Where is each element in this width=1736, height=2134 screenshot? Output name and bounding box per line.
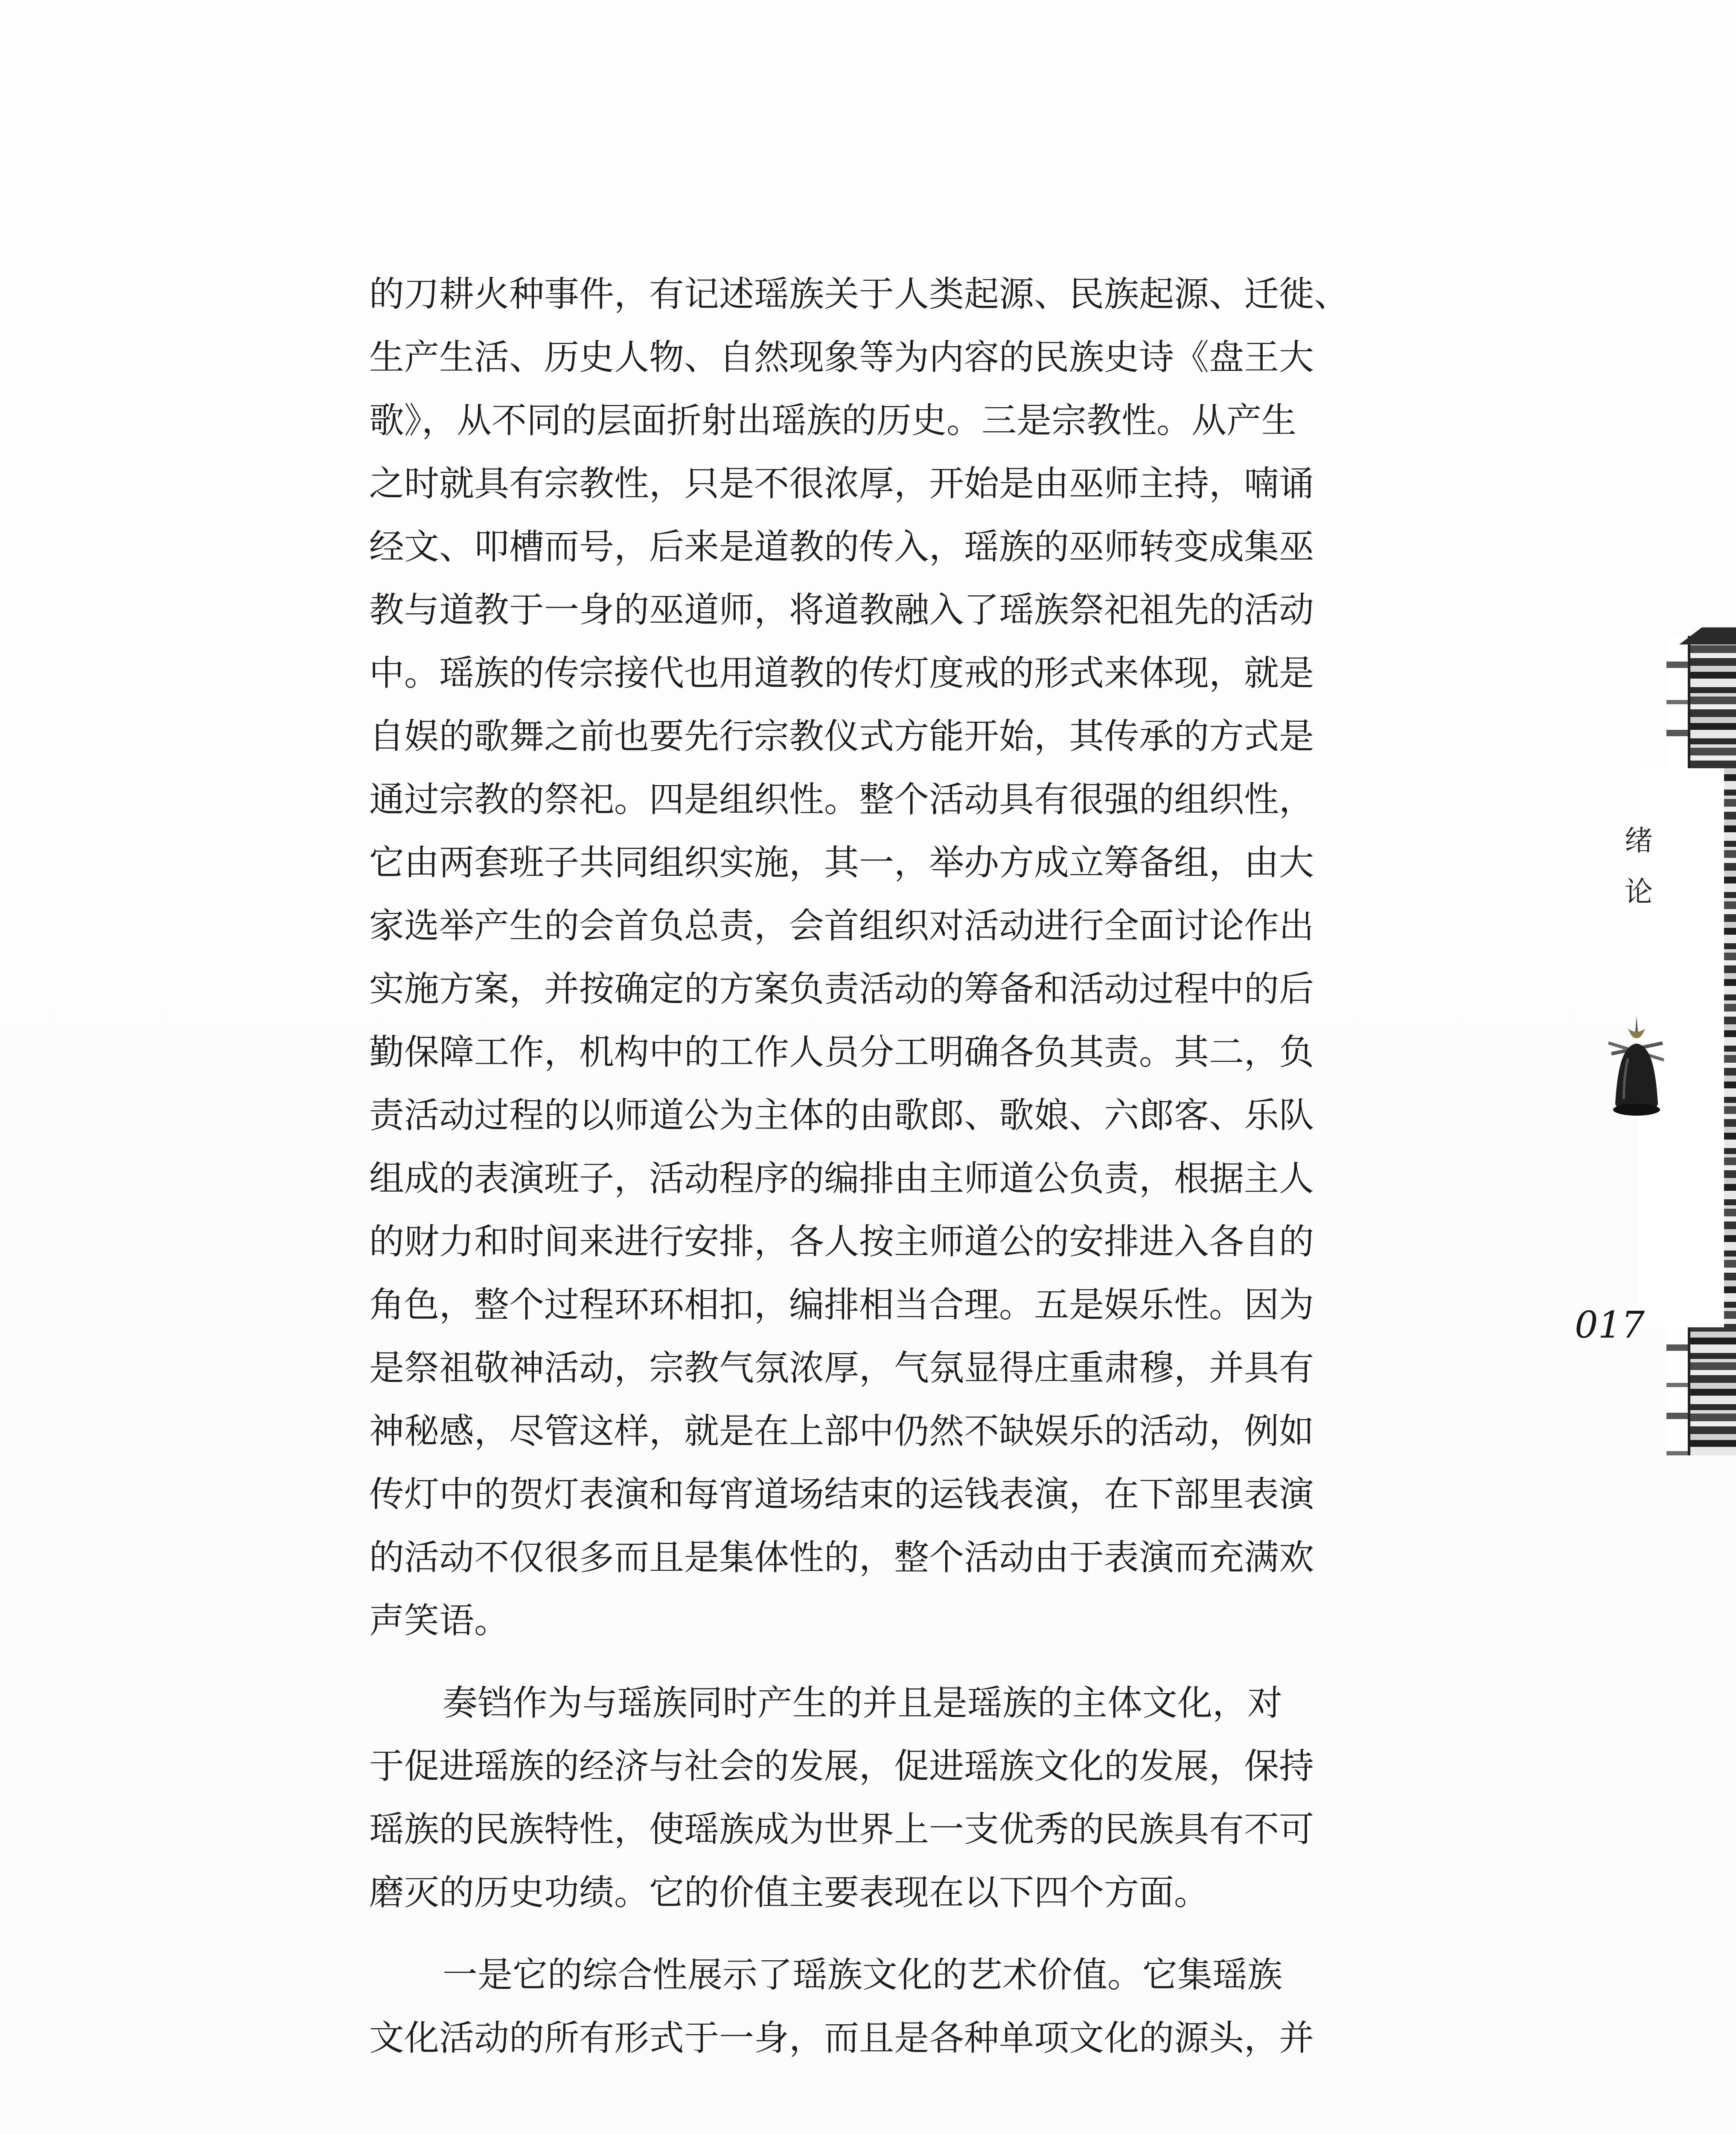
text-line: 奏铛作为与瑶族同时产生的并且是瑶族的主体文化，对 bbox=[443, 1683, 1283, 1723]
text-line: 于促进瑶族的经济与社会的发展，促进瑶族文化的发展，保持 bbox=[369, 1746, 1314, 1787]
body-text bbox=[369, 273, 1349, 2080]
paragraph-2 bbox=[369, 1682, 1336, 1935]
text-line: 通过宗教的祭祀。四是组织性。整个活动具有很强的组织性， bbox=[369, 779, 1314, 820]
text-line: 声笑语。 bbox=[369, 1600, 510, 1641]
text-line: 组成的表演班子，活动程序的编排由主师道公负责，根据主人 bbox=[369, 1158, 1314, 1199]
section-title bbox=[1615, 815, 1662, 918]
paragraph-3 bbox=[369, 1954, 1336, 2080]
text-line: 教与道教于一身的巫道师，将道教融入了瑶族祭祀祖先的活动 bbox=[369, 590, 1314, 630]
text-line: 歌》，从不同的层面折射出瑶族的历史。三是宗教性。从产生 bbox=[369, 400, 1297, 441]
text-line: 角色，整个过程环环相扣，编排相当合理。五是娱乐性。因为 bbox=[369, 1285, 1314, 1325]
text-line: 的活动不仅很多而且是集体性的，整个活动由于表演而充满欢 bbox=[369, 1537, 1314, 1578]
text-line: 的刀耕火种事件，有记述瑶族关于人类起源、民族起源、迁徙、 bbox=[369, 274, 1349, 315]
text-line: 磨灭的历史功绩。它的价值主要表现在以下四个方面。 bbox=[369, 1872, 1209, 1913]
text-line: 文化活动的所有形式于一身，而且是各种单项文化的源头，并 bbox=[369, 2018, 1314, 2058]
text-line: 实施方案，并按确定的方案负责活动的筹备和活动过程中的后 bbox=[369, 969, 1314, 1009]
text-line: 一是它的综合性展示了瑶族文化的艺术价值。它集瑶族 bbox=[443, 1955, 1283, 1995]
text-line: 责活动过程的以师道公为主体的由歌郎、歌娘、六郎客、乐队 bbox=[369, 1095, 1314, 1136]
page-number: 017 bbox=[1575, 1304, 1645, 1347]
text-line: 传灯中的贺灯表演和每宵道场结束的运钱表演，在下部里表演 bbox=[369, 1474, 1314, 1515]
section-title-char: 绪 bbox=[1625, 824, 1653, 857]
text-line: 家选举产生的会首负总责，会首组织对活动进行全面讨论作出 bbox=[369, 906, 1314, 946]
text-line: 神秘感，尽管这样，就是在上部中仍然不缺娱乐的活动，例如 bbox=[369, 1411, 1314, 1452]
text-line: 的财力和时间来进行安排，各人按主师道公的安排进入各自的 bbox=[369, 1222, 1314, 1262]
text-line: 之时就具有宗教性，只是不很浓厚，开始是由巫师主持，喃诵 bbox=[369, 464, 1314, 504]
paragraph-1 bbox=[369, 273, 1349, 1663]
section-title-char: 论 bbox=[1625, 875, 1653, 908]
text-line: 中。瑶族的传宗接代也用道教的传灯度戒的形式来体现，就是 bbox=[369, 653, 1314, 694]
text-line: 瑶族的民族特性，使瑶族成为世界上一支优秀的民族具有不可 bbox=[369, 1809, 1314, 1850]
text-line: 勤保障工作，机构中的工作人员分工明确各负其责。其二，负 bbox=[369, 1032, 1314, 1073]
text-line: 经文、叩槽而号，后来是道教的传入，瑶族的巫师转变成集巫 bbox=[369, 527, 1314, 567]
text-line: 自娱的歌舞之前也要先行宗教仪式方能开始，其传承的方式是 bbox=[369, 716, 1314, 757]
text-line: 它由两套班子共同组织实施，其一，举办方成立筹备组，由大 bbox=[369, 843, 1314, 883]
text-line: 生产生活、历史人物、自然现象等为内容的民族史诗《盘王大 bbox=[369, 337, 1314, 378]
bell-icon bbox=[1598, 1012, 1675, 1127]
text-line: 是祭祖敬神活动，宗教气氛浓厚，气氛显得庄重肃穆，并具有 bbox=[369, 1348, 1314, 1388]
